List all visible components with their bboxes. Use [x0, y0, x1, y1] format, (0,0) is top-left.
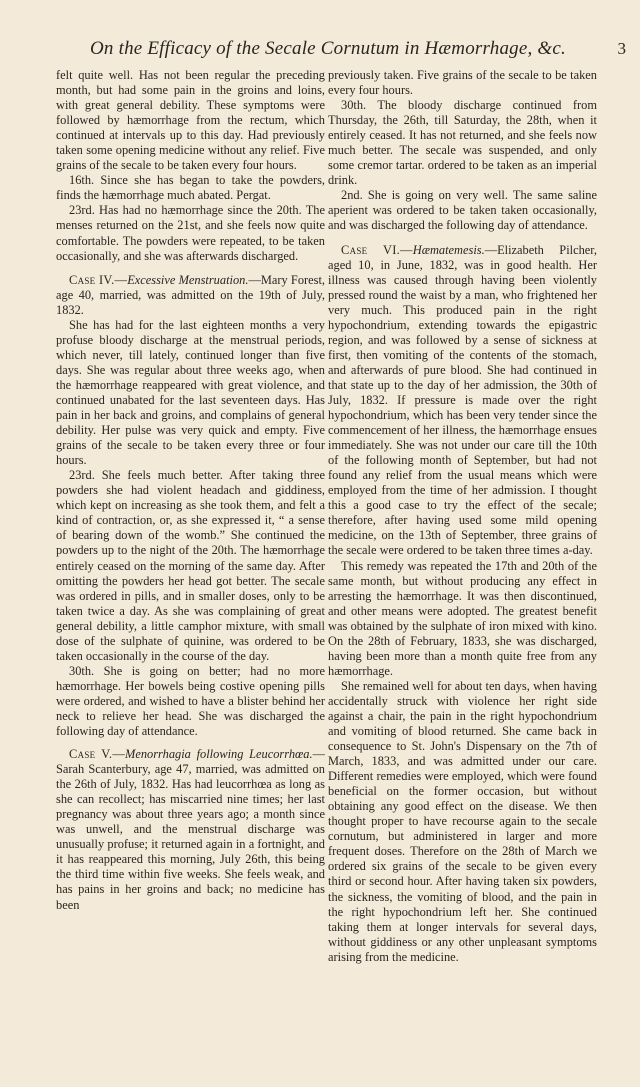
case-label: Case VI.— [341, 242, 413, 257]
paragraph: This remedy was repeated the 17th and 20th of the same month, but without producing any effect in arresting the hæmorrhage. It was then discontinued, and other means were adopted. The greatest benefit was obtained by the sulphate of iron mixed with kino. On the 28th of February, 1833, she was discharged, having been more than a month quite free from any hæmorrhage. [328, 558, 597, 678]
case-text: —Sarah Scanterbury, age 47, married, was admitted on the 26th of July, 1832. Has had leucorrhœa as long as she can recollect; has miscarried nine times; her last pregnancy was about three years ago; a month since was unwell, and the menstrual discharge was unusually profuse; it returned again in a fortnight, and it has reappeared this morning, July 26th, this being the third time within five weeks. She feels weak, and has pains in her groins and back; no medicine has been [56, 747, 325, 912]
case-label: Case IV.— [69, 272, 128, 287]
paragraph: 23rd. Has had no hæmorrhage since the 20th. The menses returned on the 21st, and she feels now quite comfortable. The powders were repeated, to be taken occasionally, and she was afterwards discharged. [56, 203, 325, 263]
page-header [70, 38, 626, 64]
case-text: —Elizabeth Pilcher, aged 10, in June, 1832, was in good health. Her illness was caused through having been violently pressed round the waist by a man, who frightened her very much. This produced pain in the right hypochondrium, extending towards the epigastric region, and was followed by a sense of sickness at first, then vomiting of the contents of the stomach, and afterwards of pure blood. She had continued in that state up to the day of her admission, the 30th of July, 1832. If pressure is made over the right hypochondrium, which has been very tender since the commencement of her illness, the hæmorrhage ensues immediately. She was not under our care till the 10th of the following month of September, but had not found any relief from the usual means which were employed from the time of her admission. I thought this a good case to try the effect of the secale; therefore, after having used some mild opening medicine, on the 13th of September, three grains of the secale were ordered to be taken three times a-day. [328, 242, 597, 558]
case-6-heading [328, 243, 597, 559]
paragraph: 30th. The bloody discharge continued from Thursday, the 26th, till Saturday, the 28th, when it entirely ceased. It has not returned, and she feels now much better. The secale was suspended, and only some cremor tartar. ordered to be taken as an imperial drink. [328, 98, 597, 188]
case-label: Case V.— [69, 747, 126, 762]
page-number: 3 [617, 39, 626, 58]
case-text: —Mary Forest, age 40, married, was admitted on the 19th of July, 1832. [56, 272, 325, 317]
paragraph: 2nd. She is going on very well. The same saline aperient was ordered to be taken taken occasionally, and was discharged the following day of attendance. [328, 188, 597, 233]
case-title: Excessive Menstruation. [127, 272, 249, 287]
right-column [328, 68, 597, 1078]
paragraph: She remained well for about ten days, when having accidentally struck with violence her right side against a chair, the pain in the right hypochondrium and vomiting of blood returned. She came back in consequence to St. John's Dispensary on the 7th of March, 1833, and was admitted under our care. Different remedies were employed, which were found beneficial on the former occasion, but without obtaining any good effect on the disease. We then thought proper to have recourse again to the secale cornutum, but administered in larger and more frequent doses. Therefore on the 28th of March we ordered six grains of the secale to be given every third or second hour. After having taken six powders, the sickness, the vomiting of blood, and the pain in the right hypochondrium left her. She continued taking them at longer intervals for several days, without giddiness or any other unpleasant symptoms arising from the medicine. [328, 678, 597, 964]
paragraph: 30th. She is going on better; had no more hæmorrhage. Her bowels being costive opening pills were ordered, and wished to have a blister behind her neck to relieve her head. She was discharged the following day of attendance. [56, 663, 325, 739]
paragraph: previously taken. Five grains of the secale to be taken every four hours. [328, 68, 597, 98]
case-title: Menorrhagia following Leucorrhœa. [125, 747, 313, 762]
left-column [56, 68, 325, 1078]
case-5-heading [56, 747, 325, 913]
paragraph: She has had for the last eighteen months a very profuse bloody discharge at the menstrual periods, which never, till lately, continued longer than five days. She was regular about three weeks ago, when the hæmorrhage reappeared with great violence, and continued unabated for the last seventeen days. Has pain in her back and groins, and complains of general debility. Her pulse was very quick and empty. Five grains of the secale to be taken every three or four hours. [56, 317, 325, 468]
case-4-heading [56, 273, 325, 318]
paragraph: 23rd. She feels much better. After taking three powders she had violent headach and giddiness, which kept on increasing as she took them, and felt a kind of contraction, or, as she expressed it, “ a sense of bearing down of the womb.” She continued the powders up to the night of the 20th. The hæmorrhage entirely ceased on the morning of the same day. After omitting the powders her head got better. The secale was ordered in pills, and in smaller doses, only to be taken twice a day. As she was complaining of great general debility, a little camphor mixture, with small dose of the sulphate of quinine, was ordered to be taken occasionally in the course of the day. [56, 468, 325, 663]
case-title: Hæmatemesis. [412, 242, 485, 257]
paragraph: 16th. Since she has began to take the powders, finds the hæmorrhage much abated. Pergat. [56, 173, 325, 203]
running-head: On the Efficacy of the Secale Cornutum in Hæmorrhage, &c. [90, 38, 566, 59]
paragraph: felt quite well. Has not been regular the preceding month, but had some pain in the groins and loins, with great general debility. These symptoms were followed by hæmorrhage from the rectum, which continued at intervals up to this day. Had previously taken some opening medicine without any relief. Five grains of the secale to be taken every four hours. [56, 68, 325, 173]
